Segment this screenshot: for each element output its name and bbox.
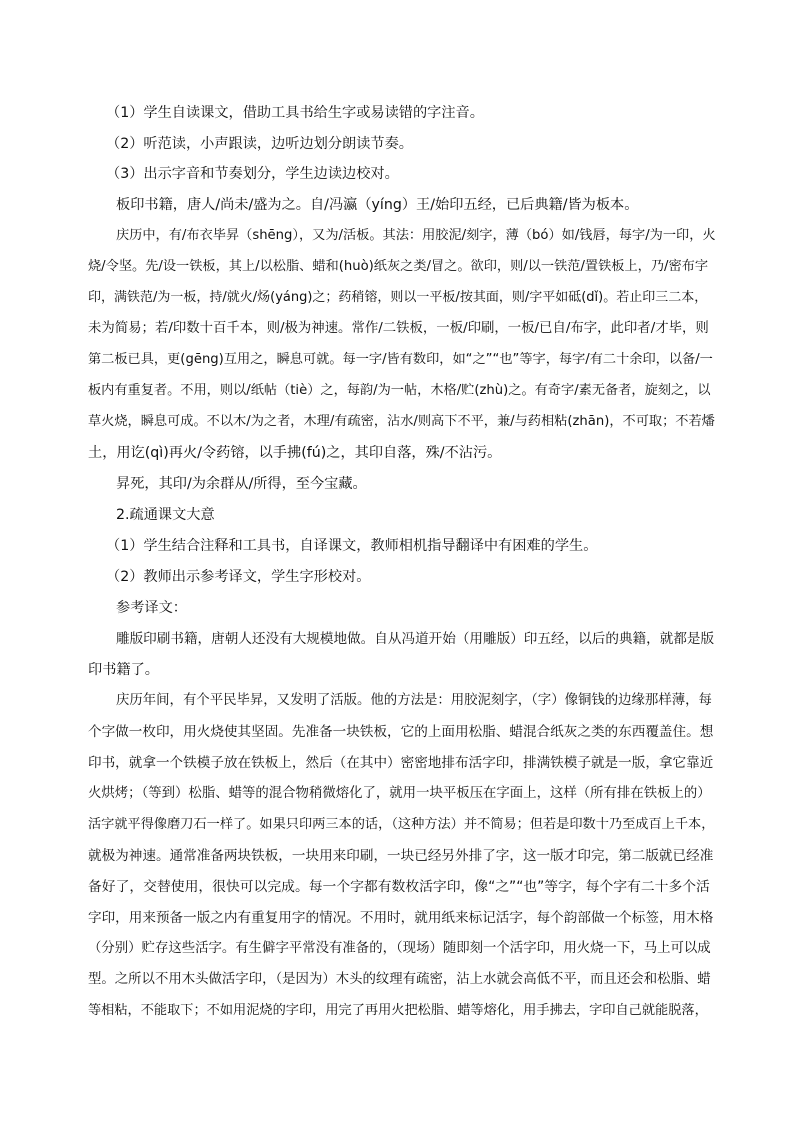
line-text: 参考译文： xyxy=(116,600,187,616)
line-text: （2）教师出示参考译文，学生字形校对。 xyxy=(106,569,371,585)
line-text: 草火烧，瞬息可成。不以木/为之者，木理/有疏密，沾水/则高下不平，兼/与药相粘(zhān)，不可取；不若燔 xyxy=(88,414,715,429)
line-text: 火烘烤；（等到）松脂、蜡等的混合物稍微熔化了，就用一块平板压在字面上，这样（所有排在铁板上的） xyxy=(88,786,711,801)
line-text: 土，用讫(qì)再火/令药镕，以手拂(fú)之，其印自落，殊/不沾污。 xyxy=(88,445,502,461)
line-text: 字印，用来预备一版之内有重复用字的情况。不用时，就用纸来标记活字，每个韵部做一个标签，用木格 xyxy=(88,910,714,926)
line-text: 未为简易；若/印数十百千本，则/极为神速。常作/二铁板，一板/印刷，一板/已自/布字，此印者/才毕，则 xyxy=(88,321,709,336)
line-text: 第二板已具，更(gēng)互用之，瞬息可就。每一字/皆有数印，如“之”“也”等字，每字/有二十余印，以备/一 xyxy=(88,352,713,367)
line-text: 庆历年间，有个平民毕昇，又发明了活版。他的方法是：用胶泥刻字，（字）像铜钱的边缘那样薄，每 xyxy=(116,693,712,708)
line-text: 就极为神速。通常准备两块铁板，一块用来印刷，一块已经另外排了字，这一版才印完，第二版就已经准 xyxy=(88,848,714,864)
line-text: 庆历中，有/布衣毕昇（shēng），又为/活板。其法：用胶泥/刻字，薄（bó）如/钱唇，每字/为一印，火 xyxy=(116,228,716,243)
line-text: （3）出示字音和节奏划分，学生边读边校对。 xyxy=(106,166,399,182)
line-text: 印书籍了。 xyxy=(88,662,159,678)
line-text: 型。之所以不用木头做活字印，（是因为）木头的纹理有疏密，沾上水就会高低不平，而且还会和松脂、蜡 xyxy=(88,972,711,987)
line-text: 印书，就拿一个铁模子放在铁板上，然后（在其中）密密地排布活字印，排满铁模子就是一版，拿它靠近 xyxy=(88,755,714,771)
line-text: 个字做一枚印，用火烧使其坚固。先准备一块铁板，它的上面用松脂、蜡混合纸灰之类的东西覆盖住。想 xyxy=(88,724,714,740)
line-text: （1）学生自读课文，借助工具书给生字或易读错的字注音。 xyxy=(106,105,484,121)
line-text: 昇死，其印/为余群从/所得，至今宝藏。 xyxy=(116,476,367,492)
line-text: 烧/令坚。先/设一铁板，其上/以松脂、蜡和(huò)纸灰之类/冒之。欲印，则/以一铁范/置铁板上，乃/密布字 xyxy=(88,259,709,274)
line-text: （分别）贮存这些活字。有生僻字平常没有准备的，（现场）随即刻一个活字印，用火烧一下，马上可以成 xyxy=(88,941,711,956)
line-text: 2.疏通课文大意 xyxy=(116,507,215,523)
line-text: 雕版印刷书籍，唐朝人还没有大规模地做。自从冯道开始（用雕版）印五经，以后的典籍，就都是版 xyxy=(116,631,715,647)
line-text: 印，满铁范/为一板，持/就火/炀(yáng)之；药稍镕，则以一平板/按其面，则/字平如砥(dǐ)。若止印三二本， xyxy=(88,290,708,305)
line-text: （2）听范读，小声跟读，边听边划分朗读节奏。 xyxy=(106,136,413,152)
line-text: 活字就平得像磨刀石一样了。如果只印两三本的话，（这种方法）并不简易；但若是印数十乃至成百上千本， xyxy=(88,817,715,832)
line-text: 板内有重复者。不用，则以/纸帖（tiè）之，每韵/为一帖，木格/贮(zhù)之。有奇字/素无备者，旋刻之，以 xyxy=(88,383,711,398)
line-text: 板印书籍，唐人/尚未/盛为之。自/冯瀛（yíng）王/始印五经，已后典籍/皆为板本。 xyxy=(116,197,639,213)
line-text: 等相粘，不能取下；不如用泥烧的字印，用完了再用火把松脂、蜡等熔化，用手拂去，字印自己就能脱落， xyxy=(88,1003,708,1018)
line-text: （1）学生结合注释和工具书，自译课文，教师相机指导翻译中有困难的学生。 xyxy=(106,538,598,554)
line-text: 备好了，交替使用，很快可以完成。每一个字都有数枚活字印，像“之”“也”等字，每个字有二十多个活 xyxy=(88,879,710,895)
